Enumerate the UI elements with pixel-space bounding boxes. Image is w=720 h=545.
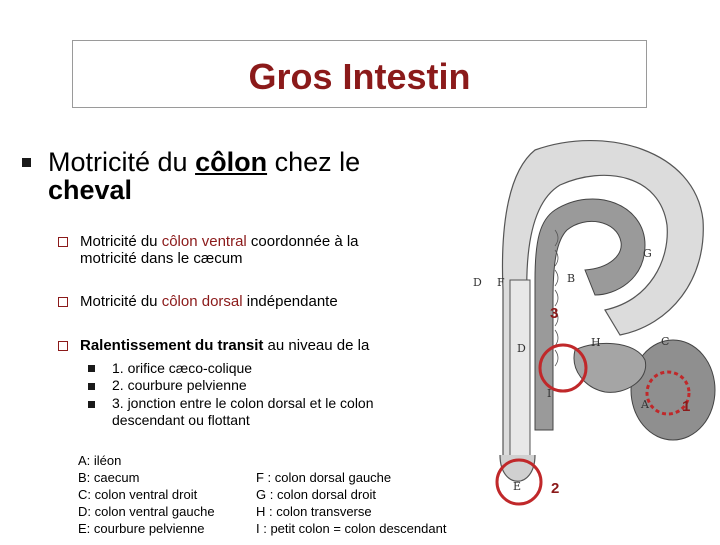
sub-bullet-1-rest: coordonnée à la	[246, 233, 359, 250]
colon-drawing	[455, 130, 720, 540]
colon-illustration	[455, 130, 720, 540]
legend-item: H : colon transverse	[256, 504, 372, 519]
marker-number-2: 2	[551, 480, 560, 497]
sub-bullet-2-rest: indépendante	[242, 293, 338, 310]
legend-left	[78, 452, 215, 537]
figure-label-d2: D	[517, 342, 526, 355]
legend-item: B: caecum	[78, 470, 140, 485]
main-bullet-prefix: Motricité du	[48, 147, 196, 177]
sub-bullet-1-highlight: côlon ventral	[161, 233, 247, 250]
main-bullet-mid: chez le	[267, 147, 361, 177]
legend-right	[256, 469, 446, 537]
legend-item: E: courbure pelvienne	[78, 521, 205, 536]
sub-bullet-2	[80, 293, 440, 310]
subsub-bullet-3-line2: descendant ou flottant	[112, 412, 250, 428]
legend-item: D: colon ventral gauche	[78, 504, 215, 519]
marker-number-3: 3	[550, 305, 559, 322]
figure-label-b: B	[567, 272, 576, 285]
sub-bullet-3-bold: Ralentissement du transit	[80, 337, 264, 354]
figure-label-f: F	[497, 276, 505, 289]
sub-bullet-marker-1	[58, 237, 68, 247]
subsub-bullet-marker-2	[88, 383, 95, 390]
subsub-bullet-3-line1: 3. jonction entre le colon dorsal et le colon	[112, 395, 374, 411]
main-bullet-marker	[22, 158, 31, 167]
subsub-bullet-1: 1. orifice cæco-colique	[112, 360, 253, 376]
descending-colon-shape	[510, 280, 530, 474]
sub-bullet-2-prefix: Motricité du	[80, 293, 162, 310]
sub-bullet-2-highlight: côlon dorsal	[161, 293, 243, 310]
figure-label-d1: D	[473, 276, 482, 289]
figure-label-c: C	[661, 335, 670, 348]
sub-bullet-1	[80, 233, 440, 267]
figure-label-h: H	[591, 336, 601, 349]
sub-bullet-3-rest: au niveau de la	[263, 337, 370, 354]
main-bullet	[48, 148, 448, 204]
slide-title: Gros Intestin	[248, 56, 471, 97]
legend-item: C: colon ventral droit	[78, 487, 198, 502]
legend-item: A: iléon	[78, 453, 122, 468]
legend-item: F : colon dorsal gauche	[256, 470, 392, 485]
subsub-bullet-marker-3	[88, 401, 95, 408]
figure-label-a: A	[641, 398, 649, 411]
main-bullet-suffix: cheval	[48, 175, 133, 205]
figure-label-g: G	[643, 247, 652, 260]
subsub-bullet-3	[112, 395, 432, 429]
sub-bullet-1-prefix: Motricité du	[80, 233, 162, 250]
caecum-shape	[631, 340, 715, 440]
sub-bullet-3	[80, 337, 440, 354]
figure-label-i: I	[547, 387, 552, 400]
sub-bullet-marker-2	[58, 297, 68, 307]
marker-number-1: 1	[682, 398, 691, 415]
legend-item: G : colon dorsal droit	[256, 487, 376, 502]
sub-bullet-1-line2: motricité dans le cæcum	[80, 250, 243, 267]
sub-bullet-marker-3	[58, 341, 68, 351]
subsub-bullet-marker-1	[88, 365, 95, 372]
figure-label-e: E	[513, 480, 522, 493]
subsub-bullet-2: 2. courbure pelvienne	[112, 377, 247, 393]
title-box	[72, 40, 647, 108]
legend-item: I : petit colon = colon descendant	[256, 521, 447, 536]
main-bullet-underlined: côlon	[195, 147, 268, 177]
